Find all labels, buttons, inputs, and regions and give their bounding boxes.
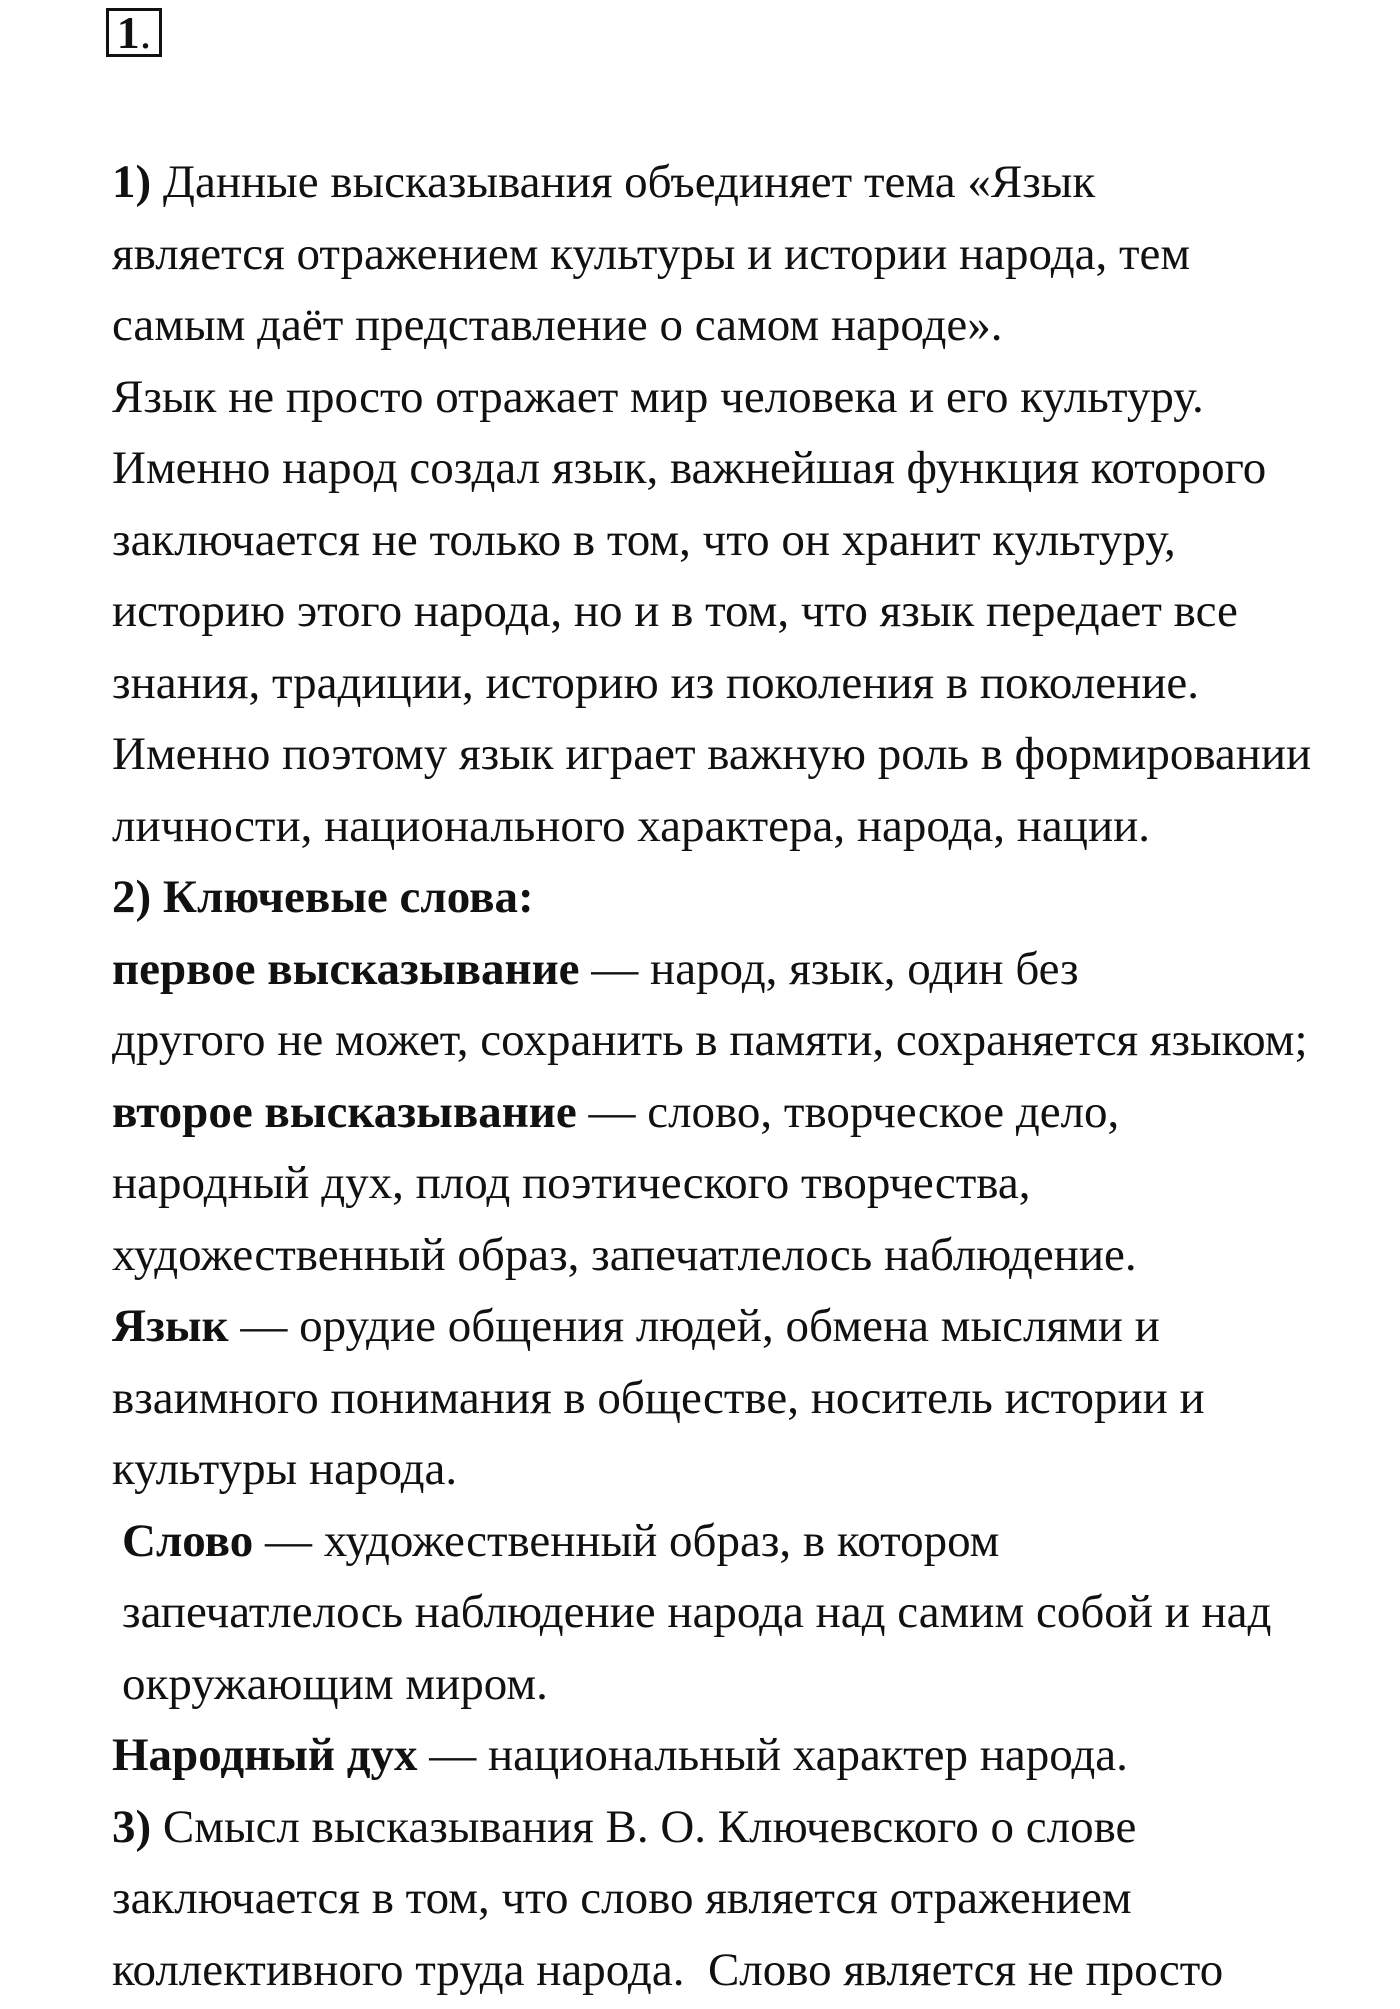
- paragraph: [0, 362, 1398, 863]
- line-text: — народ, язык, один без: [579, 942, 1079, 995]
- bold-term: Язык: [112, 1300, 229, 1352]
- paragraph: [0, 147, 1398, 362]
- text-line: [0, 1148, 1398, 1220]
- paragraph: [0, 1792, 1398, 2007]
- line-text: другого не может, сохранить в памяти, сохраняется языком;: [112, 1014, 1308, 1066]
- line-text: народный дух, плод поэтического творчества,: [112, 1157, 1031, 1209]
- text-line: [0, 1577, 1398, 1649]
- line-text: — художественный образ, в котором: [253, 1514, 1000, 1567]
- line-text: самым даёт представление о самом народе».: [112, 299, 1003, 351]
- text-line: [0, 719, 1398, 791]
- text-line: [0, 1077, 1398, 1149]
- line-text: — орудие общения людей, обмена мыслями и: [228, 1300, 1160, 1352]
- bold-term: первое высказывание: [112, 942, 580, 995]
- line-text: Именно поэтому язык играет важную роль в формировании: [112, 728, 1312, 780]
- bold-term: Народный дух: [112, 1729, 418, 1781]
- task-number: 1: [116, 7, 140, 58]
- line-text: художественный образ, запечатлелось наблюдение.: [112, 1228, 1137, 1281]
- text-line: [0, 1005, 1398, 1077]
- paragraph: [0, 1291, 1398, 1506]
- line-text: Именно народ создал язык, важнейшая функция которого: [112, 442, 1267, 494]
- text-line: [0, 1863, 1398, 1935]
- bold-term: 1): [112, 156, 152, 208]
- text-line: [0, 362, 1398, 434]
- line-text: коллективного труда народа. Слово является не просто: [112, 1943, 1224, 1996]
- task-number-dot: .: [139, 7, 152, 58]
- line-text: — национальный характер народа.: [417, 1729, 1128, 1781]
- text-line: [0, 1363, 1398, 1435]
- bold-term: Слово: [122, 1514, 254, 1567]
- paragraph: [0, 862, 1398, 934]
- text-line: [0, 934, 1398, 1006]
- line-text: личности, национального характера, народа, нации.: [112, 799, 1150, 852]
- paragraph: [0, 934, 1398, 1077]
- text-line: [0, 862, 1398, 934]
- text-line: [0, 290, 1398, 362]
- line-text: историю этого народа, но и в том, что язык передает все: [112, 585, 1238, 637]
- text-line: [0, 648, 1398, 720]
- text-line: [0, 576, 1398, 648]
- line-text: культуры народа.: [112, 1443, 458, 1495]
- line-text: заключается в том, что слово является отражением: [112, 1872, 1132, 1924]
- text-line: [0, 147, 1398, 219]
- line-text: Язык не просто отражает мир человека и его культуру.: [112, 370, 1204, 423]
- task-number-box: [106, 8, 162, 57]
- line-text: — слово, творческое дело,: [576, 1085, 1120, 1138]
- bold-term: 2) Ключевые слова:: [112, 871, 534, 923]
- line-text: взаимного понимания в обществе, носитель истории и: [112, 1371, 1205, 1424]
- text-line: [0, 1649, 1398, 1721]
- line-text: знания, традиции, историю из поколения в поколение.: [112, 656, 1200, 709]
- text-line: [0, 791, 1398, 863]
- line-text: Смысл высказывания В. О. Ключевского о слове: [151, 1800, 1137, 1853]
- paragraph: [0, 1720, 1398, 1792]
- text-line: [0, 1220, 1398, 1292]
- line-text: заключается не только в том, что он хранит культуру,: [112, 513, 1176, 566]
- text-line: [0, 219, 1398, 291]
- text-line: [0, 505, 1398, 577]
- text-line: [0, 433, 1398, 505]
- text-line: [0, 1720, 1398, 1792]
- line-text: запечатлелось наблюдение народа над самим собой и над: [122, 1586, 1272, 1638]
- text-line: [0, 1792, 1398, 1864]
- line-text: Данные высказывания объединяет тема «Язык: [151, 156, 1096, 208]
- text-line: [0, 1935, 1398, 2007]
- line-text: окружающим миром.: [122, 1657, 548, 1710]
- text-line: [0, 1506, 1398, 1578]
- answer-text: [0, 147, 1398, 2006]
- bold-term: второе высказывание: [112, 1085, 577, 1138]
- paragraph: [0, 1077, 1398, 1292]
- text-line: [0, 1291, 1398, 1363]
- bold-term: 3): [112, 1800, 152, 1853]
- line-text: является отражением культуры и истории народа, тем: [112, 227, 1191, 280]
- paragraph: [0, 1506, 1398, 1721]
- text-line: [0, 1434, 1398, 1506]
